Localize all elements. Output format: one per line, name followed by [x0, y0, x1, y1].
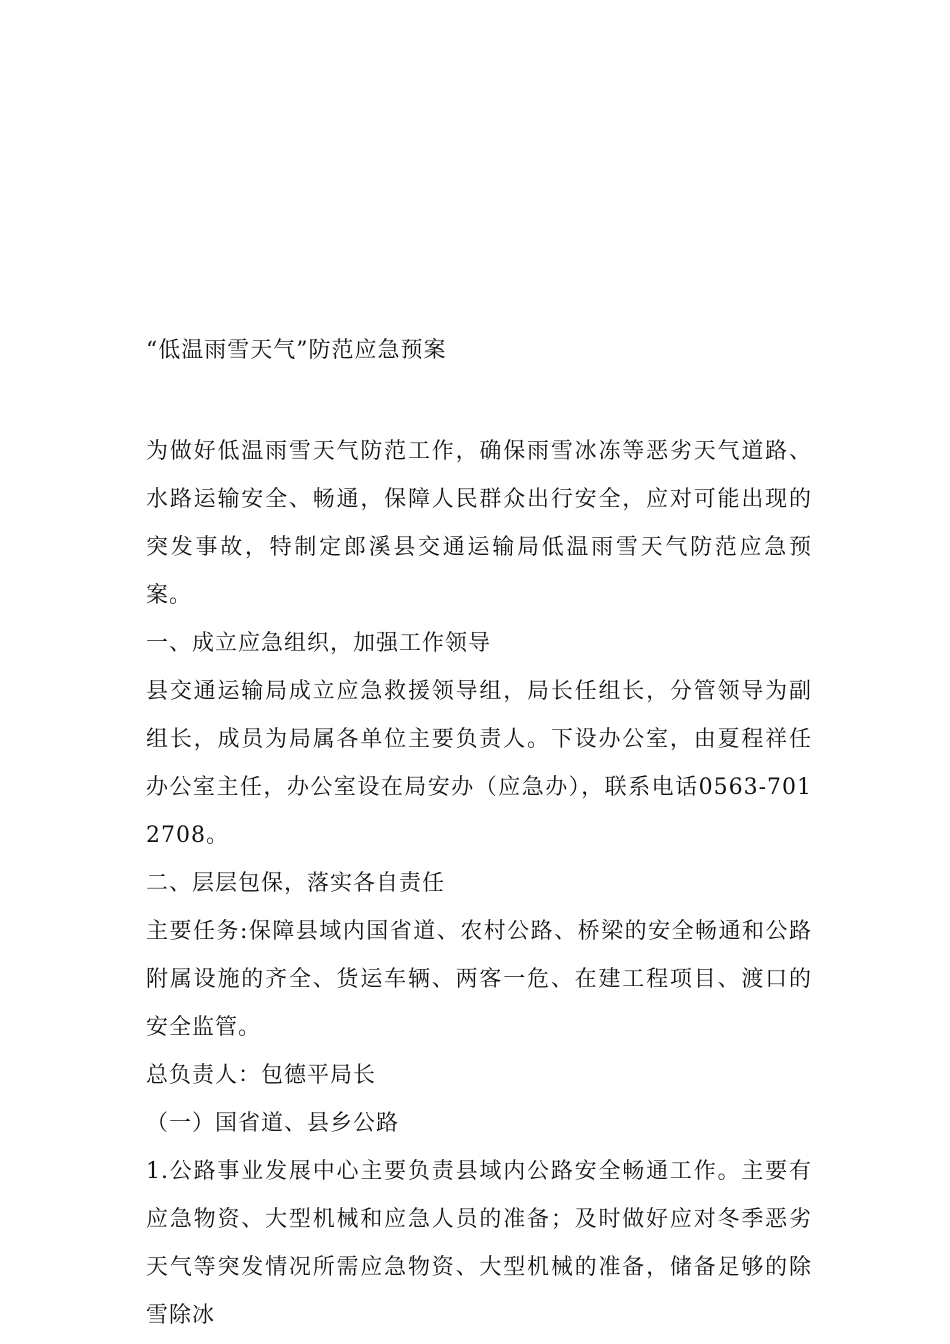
section-1-paragraph: 县交通运输局成立应急救援领导组，局长任组长，分管领导为副组长，成员为局属各单位主要负责人。下设办公室，由夏程祥任办公室主任，办公室设在局安办（应急办），联系电话0563-7012708。 [146, 679, 812, 848]
item-1-paragraph: 1.公路事业发展中心主要负责县域内公路安全畅通工作。主要有应急物资、大型机械和应急人员的准备；及时做好应对冬季恶劣天气等突发情况所需应急物资、大型机械的准备，储备足够的除雪除冰 [146, 1159, 812, 1328]
subsection-heading-1: （一）国省道、县乡公路 [146, 1111, 400, 1136]
section-heading-1: 一、成立应急组织，加强工作领导 [146, 631, 492, 656]
intro-paragraph: 为做好低温雨雪天气防范工作，确保雨雪冰冻等恶劣天气道路、水路运输安全、畅通，保障人民群众出行安全，应对可能出现的突发事故，特制定郎溪县交通运输局低温雨雪天气防范应急预案。 [146, 439, 812, 608]
document-title: “低温雨雪天气”防范应急预案 [146, 338, 447, 363]
chief-responsible-line: 总负责人：包德平局长 [146, 1063, 377, 1088]
section-heading-2: 二、层层包保，落实各自责任 [146, 871, 446, 896]
document-body [146, 428, 812, 1340]
main-tasks-paragraph: 主要任务:保障县域内国省道、农村公路、桥梁的安全畅通和公路附属设施的齐全、货运车辆、两客一危、在建工程项目、渡口的安全监管。 [146, 919, 812, 1040]
